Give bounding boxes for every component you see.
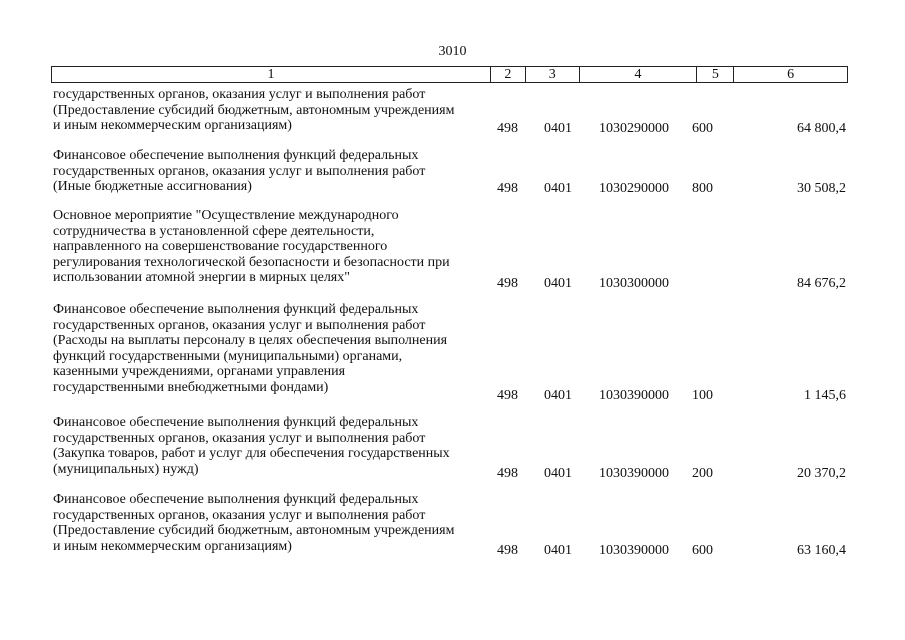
row-sum: 20 370,2: [797, 466, 846, 481]
row-sum: 64 800,4: [797, 121, 846, 136]
row-description: Финансовое обеспечение выполнения функций федеральных государственных органов, оказания услуг и выполнения работ (Иные бюджетные ассигнования): [53, 148, 426, 194]
page-number: 3010: [438, 44, 467, 59]
row-rz: 498: [497, 181, 518, 196]
row-vr: 100: [692, 388, 713, 403]
table-row: [51, 302, 848, 404]
row-vr: 800: [692, 181, 713, 196]
row-csr: 1030290000: [599, 121, 669, 136]
row-rz: 498: [497, 543, 518, 558]
row-rz: 498: [497, 388, 518, 403]
row-razdel: 0401: [544, 276, 572, 291]
header-col-4: 4: [580, 67, 698, 82]
table-row: [51, 415, 848, 482]
row-vr: 200: [692, 466, 713, 481]
row-description: Финансовое обеспечение выполнения функций федеральных государственных органов, оказания услуг и выполнения работ (Предоставление субсидий бюджетным, автономным учреждениям и иным некоммерческим организациям): [53, 492, 455, 554]
header-col-5: 5: [697, 67, 734, 82]
row-razdel: 0401: [544, 388, 572, 403]
row-description: государственных органов, оказания услуг и выполнения работ (Предоставление субсидий бюджетным, автономным учреждениям и иным некоммерческим организациям): [53, 87, 455, 133]
row-csr: 1030390000: [599, 466, 669, 481]
header-col-6: 6: [787, 67, 795, 82]
row-description: Финансовое обеспечение выполнения функций федеральных государственных органов, оказания услуг и выполнения работ (Расходы на выплаты персоналу в целях обеспечения выполнения функций государственными (муниципальными) органами, казенными учреждениями, органами управления государственными внебюджетными фондами): [53, 302, 448, 395]
table-row: [51, 148, 848, 197]
table-row: [51, 492, 848, 559]
row-razdel: 0401: [544, 543, 572, 558]
row-vr: 600: [692, 543, 713, 558]
table-row: [51, 86, 848, 137]
row-description: Основное мероприятие "Осуществление международного сотрудничества в установленной сфере деятельности, направленного на совершенствование государственного регулирования технологической безопасности и безопасности при использовании атомной энергии в мирных целях": [53, 208, 450, 285]
row-csr: 1030390000: [599, 388, 669, 403]
row-sum: 63 160,4: [797, 543, 846, 558]
table-row: [51, 208, 848, 292]
row-rz: 498: [497, 276, 518, 291]
header-col-3: 3: [526, 67, 580, 82]
row-razdel: 0401: [544, 121, 572, 136]
row-csr: 1030300000: [599, 276, 669, 291]
row-rz: 498: [497, 121, 518, 136]
row-razdel: 0401: [544, 466, 572, 481]
row-sum: 84 676,2: [797, 276, 846, 291]
row-rz: 498: [497, 466, 518, 481]
header-col-1: 1: [52, 67, 491, 82]
row-sum: 30 508,2: [797, 181, 846, 196]
table-header: [51, 66, 848, 83]
row-description: Финансовое обеспечение выполнения функций федеральных государственных органов, оказания услуг и выполнения работ (Закупка товаров, работ и услуг для обеспечения государственных (муниципальных) нужд): [53, 415, 450, 477]
row-sum: 1 145,6: [804, 388, 846, 403]
row-csr: 1030390000: [599, 543, 669, 558]
row-vr: 600: [692, 121, 713, 136]
header-col-2: 2: [491, 67, 526, 82]
row-csr: 1030290000: [599, 181, 669, 196]
row-razdel: 0401: [544, 181, 572, 196]
